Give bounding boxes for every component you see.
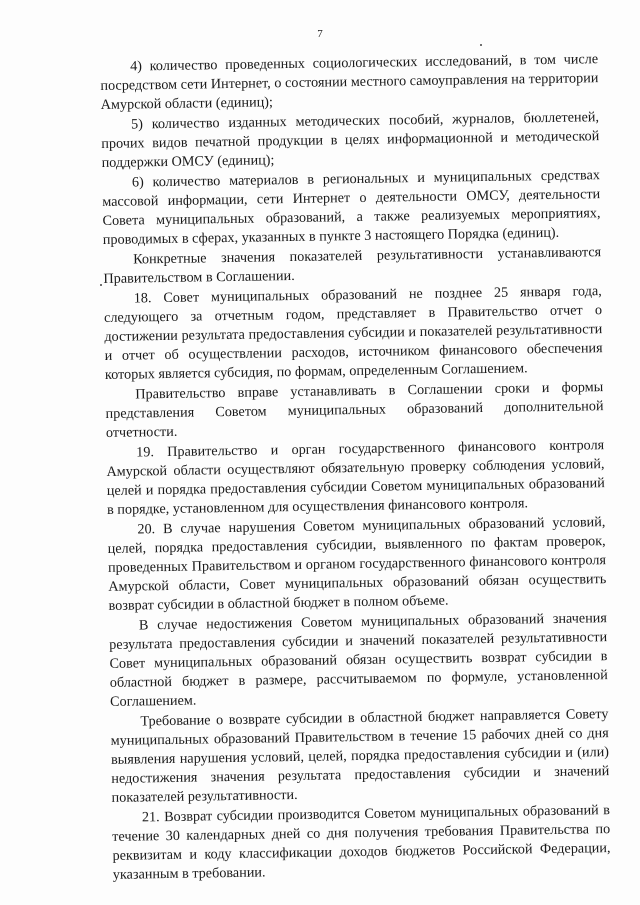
document-body: [100, 50, 611, 886]
paragraph-item-5: 5) количество изданных методических пособий, журналов, бюллетеней, прочих видов печатной продукции в целях информационной и методической поддержки ОМСУ (единиц);: [101, 109, 600, 171]
paragraph-indicator-values: Конкретные значения показателей результативности устанавливаются Правительством в Соглашении.: [103, 244, 602, 287]
page-number: 7: [317, 28, 323, 40]
paragraph-item-6: 6) количество материалов в региональных и муниципальных средствах массовой информации, сети Интернет о деятельности ОМСУ, деятельности Совета муниципальных образований, а также реализуемых мероприятиях, проводимых в сферах, указанных в пункте 3 настоящего Порядка (единиц).: [102, 167, 601, 248]
paragraph-clause-19: 19. Правительство и орган государственного финансового контроля Амурской области осуществляют обязательную проверку соблюдения условий, целей и порядка предоставления субсидии Советом муниципальных образований в порядке, установленном для осуществления финансового контроля.: [106, 437, 605, 518]
scan-speck: [100, 284, 102, 286]
paragraph-additional-reporting: Правительство вправе устанавливать в Соглашении сроки и формы представления Советом муниципальных образований дополнительной отчетности.: [105, 379, 604, 441]
paragraph-item-4: 4) количество проведенных социологических исследований, в том числе посредством сети Интернет, о состоянии местного самоуправления на территории Амурской области (единиц);: [100, 51, 599, 113]
paragraph-refund-demand: Требование о возврате субсидии в областной бюджет направляется Совету муниципальных образований Правительством в течение 15 рабочих дней со дня выявления нарушения условий, целей, порядка предоставления субсидии и (или) недостижения значения результата предоставления субсидии и значений показателей результативности.: [110, 706, 610, 806]
paragraph-clause-21: 21. Возврат субсидии производится Советом муниципальных образований в течение 30 календарных дней со дня получения требования Правительства по реквизитам и коду классификации доходов бюджетов Российской Федерации, указанным в требовании.: [112, 802, 611, 883]
paragraph-non-achievement: В случае недостижения Советом муниципальных образований значения результата предоставления субсидии и значений показателей результативности Совет муниципальных образований обязан осуществить возврат субсидии в областной бюджет в размере, рассчитываемом по формуле, установленной Соглашением.: [109, 610, 608, 710]
scan-speck: [480, 44, 482, 46]
paragraph-clause-18: 18. Совет муниципальных образований не позднее 25 января года, следующего за отчетным годом, представляет в Правительство отчет о достижении результата предоставления субсидии и показателей результативности и отчет об осуществлении расходов, источником финансового обеспечения которых является субсидия, по формам, определенным Соглашением.: [103, 283, 603, 383]
paragraph-clause-20: 20. В случае нарушения Советом муниципальных образований условий, целей, порядка предоставления субсидии, выявленного по фактам проверок, проведенных Правительством и органом государственного финансового контроля Амурской области, Совет муниципальных образований обязан осуществить возврат субсидии в областной бюджет в полном объеме.: [107, 514, 607, 614]
